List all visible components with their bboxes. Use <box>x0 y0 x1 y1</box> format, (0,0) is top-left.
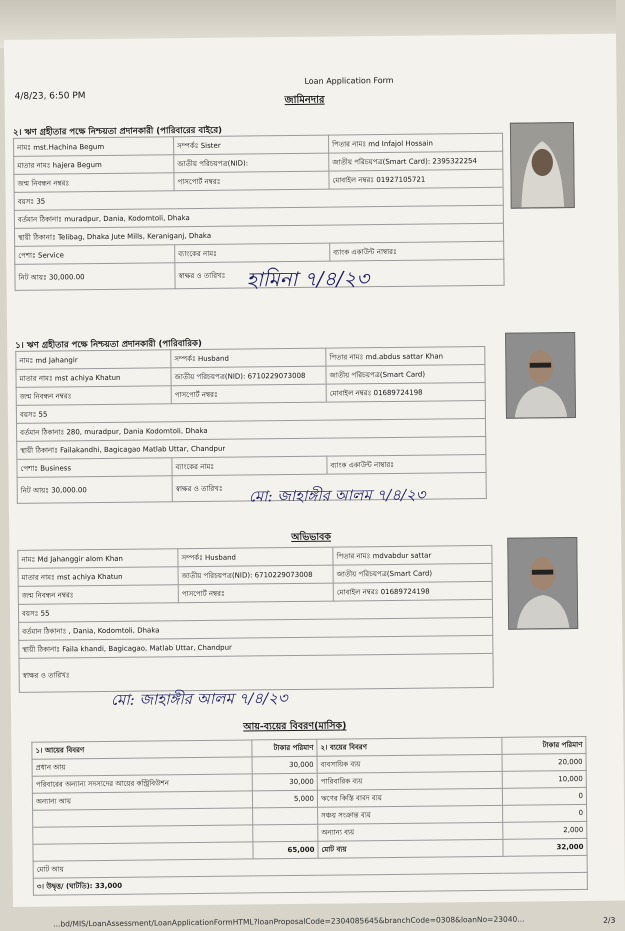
g1-permanent-address: স্থায়ী ঠিকানাঃ Telibag, Dhaka Jute Mills, Keraniganj, Dhaka <box>14 223 503 246</box>
g1-name: নামঃ mst.Hachina Begum <box>14 137 174 157</box>
expense-header: ২। ব্যয়ের বিবরণ <box>317 737 502 756</box>
g2-photo <box>505 332 576 419</box>
g1-mother: মাতার নামঃ hajera Begum <box>14 155 174 175</box>
g2-relation: সম্পর্কঃ Husband <box>171 348 326 368</box>
expense-row-label: পারিবারিক ব্যয় <box>317 771 502 790</box>
guarantor1-title: ২। ঋণ গ্রহীতার পক্ষে নিশ্চয়তা প্রদানকারী (পারিবারের বাইরে) <box>12 125 223 138</box>
expense-row-amount: 0 <box>502 787 586 805</box>
g2-smart-card: জাতীয় পরিচয়পত্র(Smart Card) <box>326 364 485 384</box>
g1-occupation: পেশাঃ Service <box>15 245 175 265</box>
g1-present-address: বর্তমান ঠিকানাঃ muradpur, Dania, Kodomtoli, Dhaka <box>14 205 503 228</box>
g1-age: বয়সঃ 35 <box>14 187 503 210</box>
gd-father: পিতার নামঃ mdvabdur sattar <box>333 545 492 565</box>
guarantor2-table <box>15 346 487 504</box>
g2-mobile: মোবাইল নম্বরঃ 01689724198 <box>326 382 485 402</box>
expense-row-label: অন্যান্য ব্যয় <box>318 822 503 841</box>
g2-father: পিতার নামঃ md.abdus sattar Khan <box>326 346 485 366</box>
g2-sign-date: স্বাক্ষর ও তারিখঃ <box>172 472 486 501</box>
g2-name: নামঃ md Jahangir <box>16 350 171 370</box>
man-portrait-icon <box>508 538 577 629</box>
income-header: ১। আয়ের বিবরণ <box>32 740 252 759</box>
g1-smart-card: জাতীয় পরিচয়পত্র(Smart Card): 2395322254 <box>329 151 503 171</box>
g1-relation: সম্পর্কঃ Sister <box>174 135 329 155</box>
income-row-amount: 30,000 <box>252 773 317 791</box>
income-row-label: প্রধান আয় <box>32 757 252 776</box>
print-timestamp: 4/8/23, 6:50 PM <box>14 91 86 102</box>
surplus: ৩। উদ্বৃত্ত/ (ঘাটতি): 33,000 <box>33 872 587 895</box>
g1-photo <box>510 122 575 209</box>
document-page <box>4 34 625 929</box>
expense-row-amount: 20,000 <box>502 753 586 771</box>
guardian-title: অভিভাবক <box>291 531 332 544</box>
guardian-table <box>17 545 493 693</box>
expense-row-amount: 10,000 <box>502 770 586 788</box>
woman-portrait-icon <box>511 123 574 208</box>
gd-nid: জাতীয় পরিচয়পত্র(NID): 6710229073008 <box>178 565 333 585</box>
total-income-amount: 65,000 <box>253 841 318 859</box>
g2-nid: জাতীয় পরিচয়পত্র(NID): 6710229073008 <box>171 366 326 386</box>
guarantor2-title: ১। ঋণ গ্রহীতার পক্ষে নিশ্চয়তা প্রদানকারী (পারিবারিক) <box>15 338 202 351</box>
expense-row-label: ঋণের কিস্তি বাবদ ব্যয় <box>317 788 502 807</box>
gd-mother: মাতার নামঃ mst achiya Khatun <box>18 567 178 587</box>
total-expense-label: মোট ব্যয় <box>318 839 503 858</box>
income-expense-table <box>31 736 588 896</box>
income-row-amount: 5,000 <box>252 790 317 808</box>
gd-smart-card: জাতীয় পরিচয়পত্র(Smart Card) <box>333 563 492 583</box>
g1-sign-date: স্বাক্ষর ও তারিখঃ <box>175 259 504 288</box>
g2-bank-name: ব্যাংকের নামঃ <box>172 456 327 476</box>
g2-present-address: বর্তমান ঠিকানাঃ 280, muradpur, Dania Kodomtoli, Dhaka <box>17 418 486 441</box>
total-income-label: মোট আয় <box>33 855 587 878</box>
income-amount-header: টাকার পরিমাণ <box>252 739 317 757</box>
g2-passport: পাসপোর্ট নম্বরঃ <box>171 384 326 404</box>
g1-nid: জাতীয় পরিচয়পত্র(NID): <box>174 153 329 173</box>
g2-age: বয়সঃ 55 <box>16 400 485 423</box>
income-row-label: অন্যান্য আয় <box>32 791 252 810</box>
expense-row-label: সঞ্চয় সংক্রান্ত ব্যয় <box>318 805 503 824</box>
expense-row-amount: 0 <box>503 804 587 822</box>
g1-mobile: মোবাইল নম্বরঃ 01927105721 <box>329 169 503 189</box>
g2-signature: মো: জাহাঙ্গীর আলম ৭/৪/২৩ <box>248 485 426 506</box>
g2-occupation: পেশাঃ Business <box>17 458 172 478</box>
expense-row-label: ব্যবসায়িক ব্যয় <box>317 754 502 773</box>
section-heading: জামিনদার <box>284 94 325 107</box>
gd-name: নামঃ Md Jahanggir alom Khan <box>18 549 178 569</box>
g1-father: পিতার নামঃ md Infajol Hossain <box>329 133 503 153</box>
guardian-photo <box>507 537 578 630</box>
gd-mobile: মোবাইল নম্বরঃ 01689724198 <box>333 581 492 601</box>
form-title: Loan Application Form <box>304 75 394 86</box>
gd-signature: মো: জাহাঙ্গীর আলম ৭/৪/২৩ <box>110 689 288 709</box>
income-expense-title: আয়-ব্যয়ের বিবরণ(মাসিক) <box>243 720 347 733</box>
g2-net-income: নিট আয়ঃ 30,000.00 <box>17 476 172 504</box>
income-row-amount: 30,000 <box>252 756 317 774</box>
total-expense-amount: 32,000 <box>503 838 587 856</box>
gd-age: বয়সঃ 55 <box>18 599 492 622</box>
income-row-label: পরিবারের অন্যান্য সদস্যদের আয়ের কন্ট্রিবিউশন <box>32 774 252 793</box>
page-number: 2/3 <box>603 915 616 925</box>
g1-passport: পাসপোর্ট নম্বরঃ <box>174 171 329 191</box>
g1-net-income: নিট আয়ঃ 30,000.00 <box>15 263 175 291</box>
g1-bank-account: ব্যাংক একাউন্ট নাম্বারঃ <box>330 241 504 261</box>
g1-bank-name: ব্যাংকের নামঃ <box>175 243 330 263</box>
gd-present-address: বর্তমান ঠিকানাঃ , Dania, Kodomtoli, Dhaka <box>19 617 493 640</box>
expense-row-amount: 2,000 <box>503 821 587 839</box>
g1-birth-reg: জন্ম নিবন্ধন নম্বরঃ <box>14 173 174 193</box>
g2-birth-reg: জন্ম নিবন্ধন নম্বরঃ <box>16 386 171 406</box>
g2-mother: মাতার নামঃ mst achiya Khatun <box>16 368 171 388</box>
gd-birth-reg: জন্ম নিবন্ধন নম্বরঃ <box>18 585 178 605</box>
man-portrait-icon <box>506 333 575 418</box>
expense-amount-header: টাকার পরিমাণ <box>502 736 586 754</box>
g1-signature: হামিনা ৭/৪/২৩ <box>246 266 370 292</box>
g2-bank-account: ব্যাংক একাউন্ট নাম্বারঃ <box>327 454 486 474</box>
income-row-amount <box>253 824 318 842</box>
income-row-amount <box>253 807 318 825</box>
gd-relation: সম্পর্কঃ Husband <box>178 547 333 567</box>
footer-url: ...bd/MIS/LoanAssessment/LoanApplicationFormHTML?loanProposalCode=2304085645&branchCode=0308&loanNo=23040... <box>53 914 525 929</box>
gd-passport: পাসপোর্ট নম্বরঃ <box>178 583 333 603</box>
gd-permanent-address: স্থায়ী ঠিকানাঃ Faila khandi, Bagicagao, Matlab Uttar, Chandpur <box>19 635 493 658</box>
g2-permanent-address: স্থায়ী ঠিকানাঃ Failakandhi, Bagicagao Matlab Uttar, Chandpur <box>17 436 486 459</box>
gd-sign-date: স্বাক্ষর ও তারিখঃ <box>19 653 493 692</box>
